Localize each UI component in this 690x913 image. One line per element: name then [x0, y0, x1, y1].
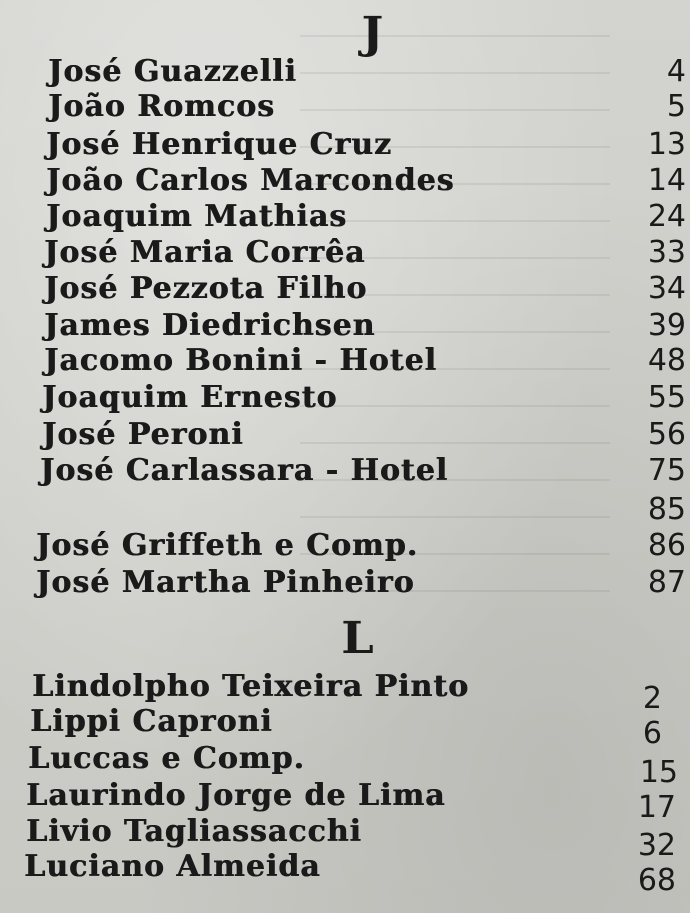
entry-page: 56 — [647, 417, 686, 452]
entry-page: 33 — [647, 235, 686, 270]
entry-name: Lippi Caproni — [30, 704, 273, 739]
entry-name: Jacomo Bonini - Hotel — [44, 343, 437, 378]
entry-page: 5 — [666, 89, 686, 124]
entry-name: José Guazzelli — [48, 54, 297, 89]
index-entry — [0, 90, 690, 124]
entry-page: 32 — [637, 828, 676, 863]
entry-name: João Carlos Marcondes — [46, 163, 455, 198]
index-entry — [0, 493, 690, 527]
index-entry — [0, 381, 690, 415]
entry-page: 14 — [647, 163, 686, 198]
index-entry — [0, 741, 690, 790]
entry-page: 6 — [642, 716, 662, 751]
entry-page: 75 — [647, 453, 686, 488]
index-entry — [0, 128, 690, 162]
entry-page: 86 — [647, 528, 686, 563]
index-entry — [0, 344, 690, 378]
entry-name: José Maria Corrêa — [44, 235, 366, 270]
index-entry — [0, 529, 690, 563]
entry-page: 24 — [647, 199, 686, 234]
entry-name: Luccas e Comp. — [28, 741, 305, 776]
entry-page: 39 — [647, 308, 686, 343]
entry-page: 17 — [637, 790, 676, 825]
index-entry — [0, 778, 690, 825]
entry-name: Livio Tagliassacchi — [26, 814, 362, 849]
index-entry — [0, 236, 690, 270]
section-heading-j: J — [361, 8, 384, 59]
entry-page: 4 — [666, 54, 686, 89]
entry-page: 87 — [647, 565, 686, 600]
entry-page: 85 — [647, 492, 686, 527]
index-entry — [0, 669, 690, 716]
section-heading-l: L — [341, 613, 374, 664]
entry-name: José Henrique Cruz — [46, 127, 392, 162]
entry-name: Laurindo Jorge de Lima — [26, 778, 446, 813]
entry-page: 48 — [647, 343, 686, 378]
entry-name: José Peroni — [42, 417, 244, 452]
entry-name: José Griffeth e Comp. — [36, 528, 419, 563]
index-entry — [0, 55, 690, 89]
entry-name: Joaquim Mathias — [46, 199, 348, 234]
index-entry — [0, 454, 690, 488]
entry-page: 55 — [647, 380, 686, 415]
index-entry — [0, 704, 690, 751]
index-entry — [0, 164, 690, 198]
entry-name: José Pezzota Filho — [44, 271, 368, 306]
index-entry — [0, 814, 690, 863]
entry-name: Lindolpho Teixeira Pinto — [32, 669, 469, 704]
index-entry — [0, 566, 690, 600]
entry-name: José Martha Pinheiro — [36, 565, 415, 600]
entry-page: 15 — [639, 755, 678, 790]
entry-name: João Romcos — [48, 89, 275, 124]
entry-name: José Carlassara - Hotel — [40, 453, 449, 488]
entry-page: 34 — [647, 271, 686, 306]
index-entry — [0, 849, 690, 898]
entry-name: Joaquim Ernesto — [42, 380, 338, 415]
index-entry — [0, 418, 690, 452]
index-entry — [0, 272, 690, 306]
index-entry — [0, 309, 690, 343]
entry-name: Luciano Almeida — [24, 849, 321, 884]
index-entry — [0, 200, 690, 234]
entry-page: 13 — [647, 127, 686, 162]
entry-page: 2 — [642, 681, 662, 716]
entry-name: James Diedrichsen — [44, 308, 376, 343]
entry-page: 68 — [637, 863, 676, 898]
